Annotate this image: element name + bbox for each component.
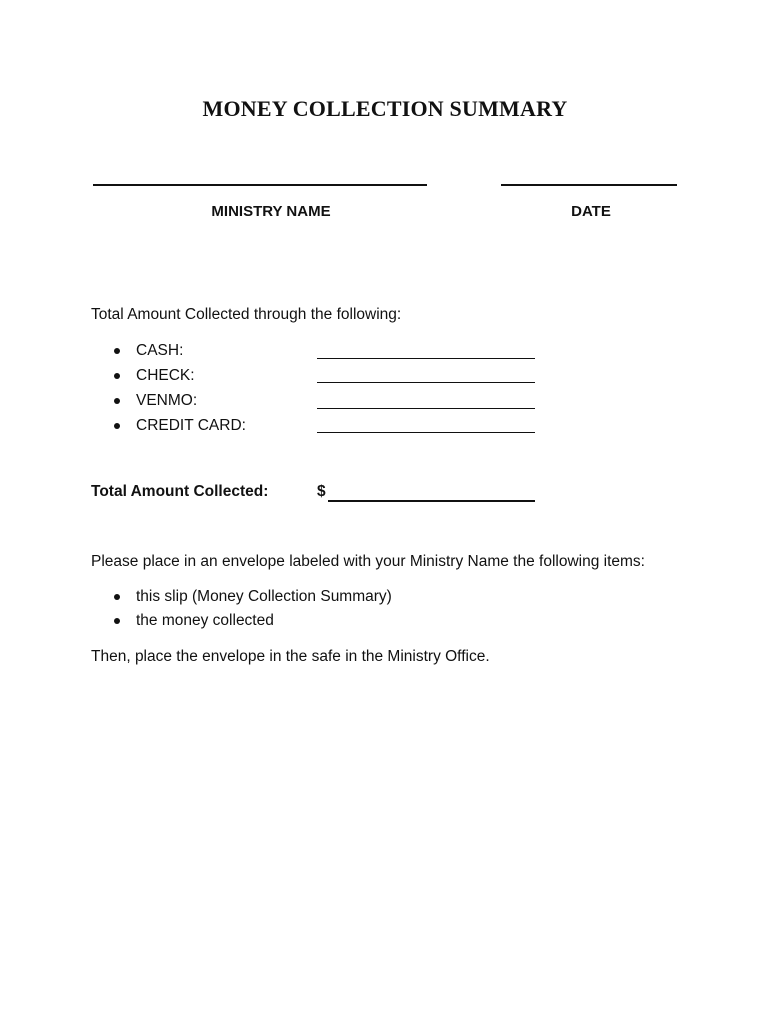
- list-item: [112, 416, 246, 441]
- cash-amount-line[interactable]: [317, 358, 535, 359]
- total-amount-field[interactable]: [317, 483, 537, 501]
- list-item: [112, 611, 392, 635]
- list-item: [112, 587, 392, 611]
- bullet-icon: [114, 618, 120, 624]
- payment-method-list: [112, 341, 246, 441]
- ministry-name-line[interactable]: [93, 184, 427, 186]
- ministry-name-label: MINISTRY NAME: [211, 203, 331, 220]
- list-item: [112, 341, 246, 366]
- date-line[interactable]: [501, 184, 677, 186]
- payment-method-label-venmo: VENMO:: [136, 392, 198, 409]
- collection-intro-text: Total Amount Collected through the following:: [91, 306, 402, 323]
- envelope-item-label: the money collected: [136, 612, 274, 629]
- venmo-amount-line[interactable]: [317, 408, 535, 409]
- total-amount-line[interactable]: [328, 500, 535, 502]
- payment-method-label-check: CHECK:: [136, 367, 195, 384]
- bullet-icon: [114, 398, 120, 404]
- currency-symbol: $: [317, 483, 326, 500]
- bullet-icon: [114, 594, 120, 600]
- list-item: [112, 366, 246, 391]
- credit-card-amount-line[interactable]: [317, 432, 535, 433]
- date-label: DATE: [571, 203, 611, 220]
- closing-instructions-text: Then, place the envelope in the safe in the Ministry Office.: [91, 648, 490, 665]
- document-title: MONEY COLLECTION SUMMARY: [202, 96, 568, 121]
- bullet-icon: [114, 348, 120, 354]
- envelope-instructions-text: Please place in an envelope labeled with your Ministry Name the following items:: [91, 553, 645, 570]
- bullet-icon: [114, 373, 120, 379]
- list-item: [112, 391, 246, 416]
- check-amount-line[interactable]: [317, 382, 535, 383]
- bullet-icon: [114, 423, 120, 429]
- envelope-items-list: [112, 587, 392, 635]
- total-amount-label: Total Amount Collected:: [91, 483, 269, 500]
- envelope-item-label: this slip (Money Collection Summary): [136, 588, 392, 605]
- payment-method-label-credit-card: CREDIT CARD:: [136, 417, 246, 434]
- payment-method-label-cash: CASH:: [136, 342, 184, 359]
